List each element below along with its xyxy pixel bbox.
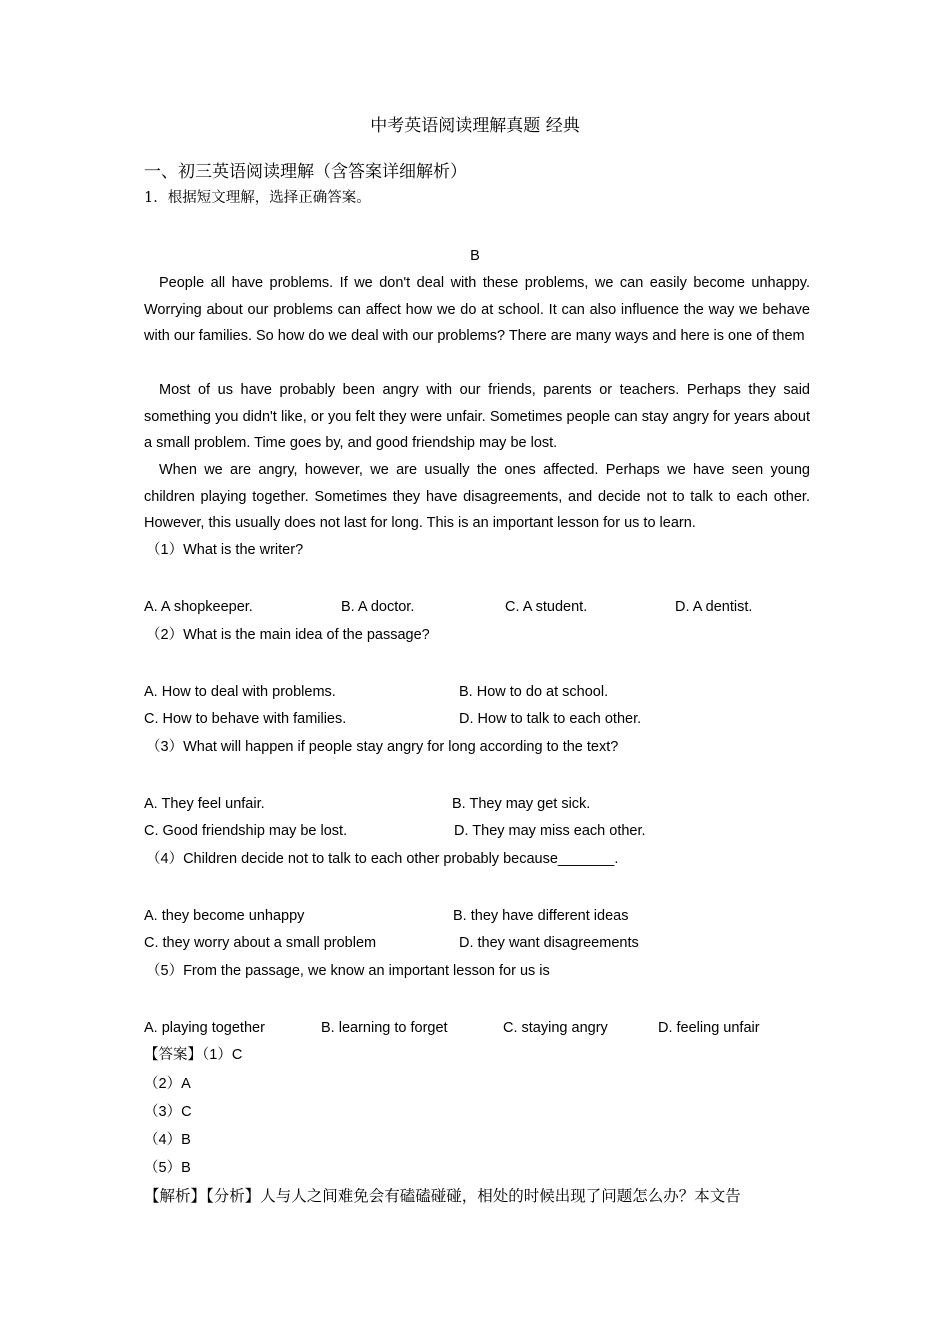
passage-label: B <box>470 248 480 264</box>
question-option: B. they have different ideas <box>453 908 629 924</box>
question-option: B. A doctor. <box>341 599 415 615</box>
question-option: D. feeling unfair <box>658 1020 760 1036</box>
answer-line: （2）A <box>144 1076 191 1092</box>
passage-paragraph: When we are angry, however, we are usually the ones affected. Perhaps we have seen young children playing together. Sometimes they have disagreements, and decide not to talk to each other. However, this usually does not last for long. This is an important lesson for us to learn. <box>144 462 810 532</box>
question-stem: （3）What will happen if people stay angry for long according to the text? <box>146 739 619 755</box>
document-title: 中考英语阅读理解真题 经典 <box>370 116 580 136</box>
question-option: B. learning to forget <box>321 1020 448 1036</box>
analysis-text: 【解析】【分析】人与人之间难免会有磕磕碰碰，相处的时候出现了问题怎么办？本文告 <box>144 1187 741 1205</box>
passage-paragraph: People all have problems. If we don't deal with these problems, we can easily become unhappy. Worrying about our problems can affect how we do at school. It can also influence the way we behave with our families. So how do we deal with our problems? There are many ways and here is one of them <box>144 275 810 345</box>
instruction: 1．根据短文理解，选择正确答案。 <box>144 190 371 206</box>
question-stem: （5）From the passage, we know an important lesson for us is <box>146 963 550 979</box>
question-option: A. A shopkeeper. <box>144 599 253 615</box>
question-stem: （2）What is the main idea of the passage? <box>146 627 430 643</box>
question-stem: （1）What is the writer? <box>146 542 304 558</box>
answer-line: （4）B <box>144 1132 191 1148</box>
question-option: C. they worry about a small problem <box>144 935 377 951</box>
answer-line: 【答案】（1）C <box>144 1047 243 1063</box>
question-option: D. they want disagreements <box>459 935 639 951</box>
question-option: D. A dentist. <box>675 599 753 615</box>
question-option: D. They may miss each other. <box>454 823 646 839</box>
question-option: A. How to deal with problems. <box>144 684 336 700</box>
question-option: C. staying angry <box>503 1020 608 1036</box>
question-option: C. Good friendship may be lost. <box>144 823 348 839</box>
question-option: B. They may get sick. <box>452 796 591 812</box>
question-option: A. playing together <box>144 1020 265 1036</box>
passage-paragraph: Most of us have probably been angry with our friends, parents or teachers. Perhaps they said something you didn't like, or you felt they were unfair. Sometimes people can stay angry for years about a small problem. Time goes by, and good friendship may be lost. <box>144 382 810 452</box>
question-option: D. How to talk to each other. <box>459 711 642 727</box>
question-option: A. they become unhappy <box>144 908 305 924</box>
answer-line: （3）C <box>144 1104 192 1120</box>
question-option: A. They feel unfair. <box>144 796 265 812</box>
answer-line: （5）B <box>144 1160 191 1176</box>
section-heading: 一、初三英语阅读理解（含答案详细解析） <box>144 162 467 182</box>
question-option: C. A student. <box>505 599 588 615</box>
question-option: B. How to do at school. <box>459 684 609 700</box>
question-stem: （4）Children decide not to talk to each other probably because_______. <box>146 851 619 867</box>
question-option: C. How to behave with families. <box>144 711 347 727</box>
